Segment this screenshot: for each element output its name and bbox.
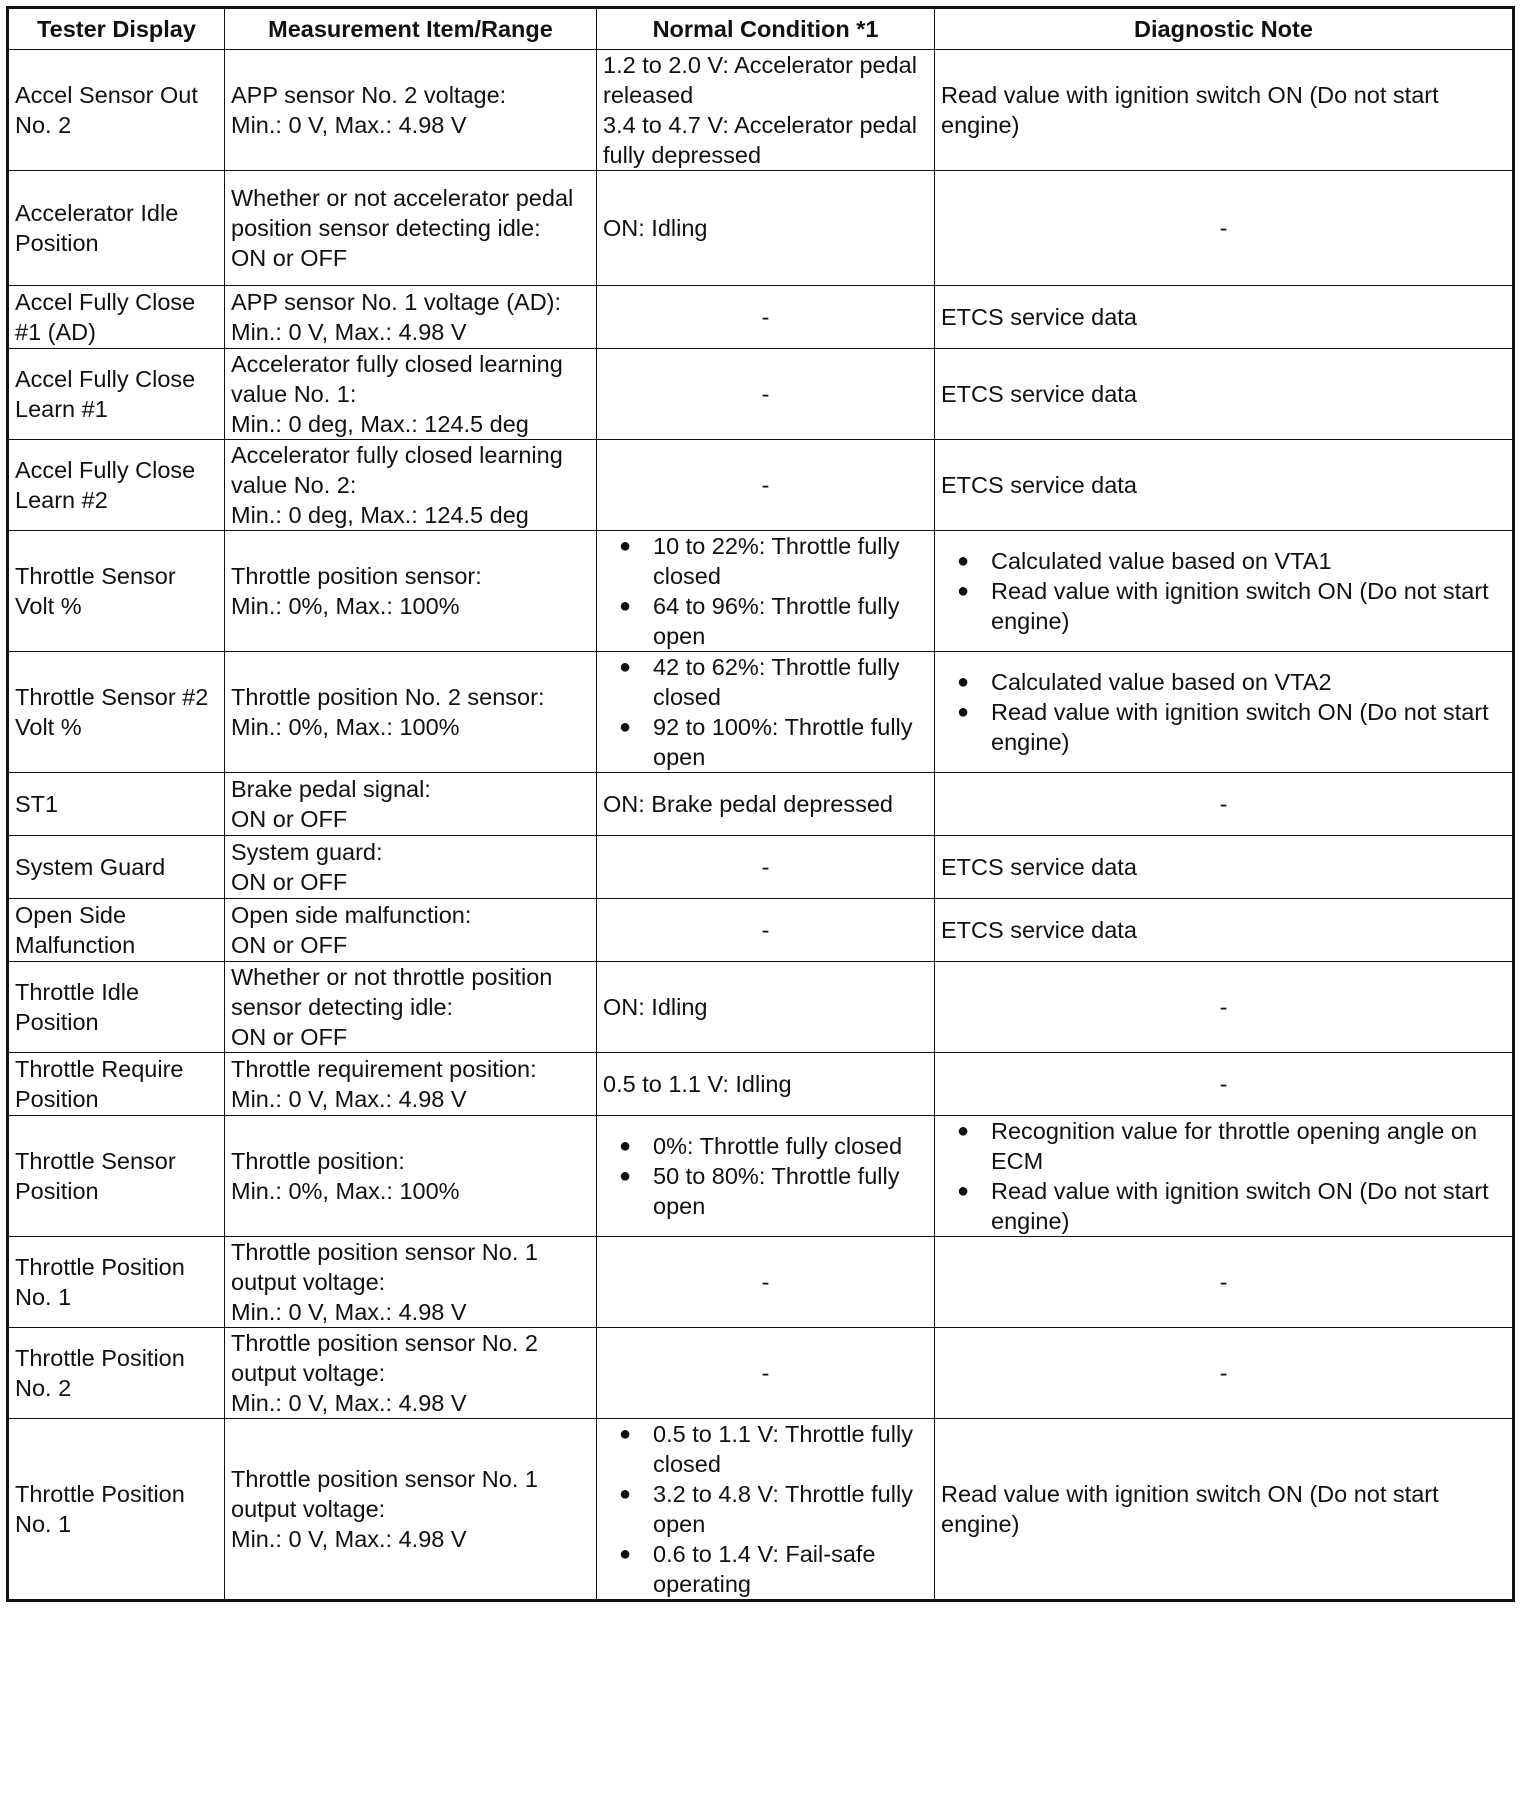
cell-text: System Guard <box>15 854 166 880</box>
table-row <box>8 836 1514 899</box>
cell-text: Read value with ignition switch ON (Do not start engine) <box>941 1481 1439 1537</box>
cell-text: Throttle Idle Position <box>15 979 140 1035</box>
cell-tester-display <box>8 773 225 836</box>
bullet-item: ● 0.5 to 1.1 V: Throttle fully closed <box>603 1419 928 1479</box>
cell-text: - <box>761 1360 770 1386</box>
cell-text: Throttle Sensor Position <box>15 1148 176 1204</box>
cell-normal-condition <box>597 1237 935 1328</box>
cell-tester-display <box>8 899 225 962</box>
data-list-table <box>6 6 1515 1602</box>
cell-text: Brake pedal signal: ON or OFF <box>231 776 431 832</box>
cell-measurement <box>225 773 597 836</box>
bullet-list <box>941 1116 1506 1236</box>
cell-diagnostic-note <box>935 440 1514 531</box>
cell-diagnostic-note <box>935 962 1514 1053</box>
cell-diagnostic-note <box>935 1419 1514 1601</box>
cell-text: Throttle Position No. 2 <box>15 1345 185 1401</box>
cell-measurement <box>225 1237 597 1328</box>
cell-diagnostic-note <box>935 1328 1514 1419</box>
table-row <box>8 1419 1514 1601</box>
cell-tester-display <box>8 1328 225 1419</box>
cell-text: Accelerator fully closed learning value No. 1: Min.: 0 deg, Max.: 124.5 deg <box>231 351 563 437</box>
bullet-list <box>603 1419 928 1599</box>
cell-tester-display <box>8 171 225 286</box>
cell-normal-condition <box>597 1116 935 1237</box>
bullet-item: ● 0%: Throttle fully closed <box>603 1131 928 1161</box>
bullet-item: ● 64 to 96%: Throttle fully open <box>603 591 928 651</box>
header-diagnostic-note: Diagnostic Note <box>935 8 1514 50</box>
cell-tester-display <box>8 50 225 171</box>
cell-text: Open Side Malfunction <box>15 902 136 958</box>
header-row <box>8 8 1514 50</box>
cell-text: Accel Fully Close #1 (AD) <box>15 289 196 345</box>
cell-text: 1.2 to 2.0 V: Accelerator pedal released 3.4 to 4.7 V: Accelerator pedal fully depressed <box>603 52 917 168</box>
cell-text: Accel Fully Close Learn #2 <box>15 457 196 513</box>
table-row <box>8 1237 1514 1328</box>
cell-text: Accel Fully Close Learn #1 <box>15 366 196 422</box>
bullet-list <box>603 652 928 772</box>
cell-tester-display <box>8 531 225 652</box>
table-row <box>8 652 1514 773</box>
cell-text: Accelerator Idle Position <box>15 200 179 256</box>
cell-measurement <box>225 531 597 652</box>
cell-text: - <box>1219 215 1228 241</box>
cell-measurement <box>225 349 597 440</box>
bullet-item: ● 92 to 100%: Throttle fully open <box>603 712 928 772</box>
cell-text: Accelerator fully closed learning value No. 2: Min.: 0 deg, Max.: 124.5 deg <box>231 442 563 528</box>
cell-tester-display <box>8 962 225 1053</box>
cell-tester-display <box>8 1419 225 1601</box>
cell-text: Throttle position sensor No. 1 output voltage: Min.: 0 V, Max.: 4.98 V <box>231 1466 538 1552</box>
cell-text: Throttle position sensor No. 2 output voltage: Min.: 0 V, Max.: 4.98 V <box>231 1330 538 1416</box>
bullet-item: ● Calculated value based on VTA2 <box>941 667 1506 697</box>
cell-text: 0.5 to 1.1 V: Idling <box>603 1071 792 1097</box>
cell-text: Throttle Require Position <box>15 1056 184 1112</box>
cell-diagnostic-note <box>935 1053 1514 1116</box>
cell-measurement <box>225 652 597 773</box>
cell-text: - <box>761 304 770 330</box>
cell-normal-condition <box>597 1328 935 1419</box>
header-tester-display: Tester Display <box>8 8 225 50</box>
cell-text: Throttle Sensor Volt % <box>15 563 176 619</box>
bullet-item: ● 3.2 to 4.8 V: Throttle fully open <box>603 1479 928 1539</box>
cell-measurement <box>225 50 597 171</box>
cell-text: - <box>761 381 770 407</box>
cell-text: - <box>1219 994 1228 1020</box>
cell-text: Throttle Sensor #2 Volt % <box>15 684 209 740</box>
cell-tester-display <box>8 1237 225 1328</box>
cell-text: Throttle Position No. 1 <box>15 1481 185 1537</box>
bullet-list <box>941 667 1506 757</box>
table-row <box>8 531 1514 652</box>
cell-normal-condition <box>597 652 935 773</box>
cell-text: - <box>761 1269 770 1295</box>
cell-text: - <box>1219 1360 1228 1386</box>
bullet-list <box>941 546 1506 636</box>
cell-measurement <box>225 1328 597 1419</box>
cell-diagnostic-note <box>935 50 1514 171</box>
cell-measurement <box>225 962 597 1053</box>
cell-text: - <box>761 917 770 943</box>
header-measurement-item: Measurement Item/Range <box>225 8 597 50</box>
cell-text: ETCS service data <box>941 917 1137 943</box>
cell-normal-condition <box>597 286 935 349</box>
cell-text: ETCS service data <box>941 304 1137 330</box>
cell-normal-condition <box>597 440 935 531</box>
cell-text: System guard: ON or OFF <box>231 839 383 895</box>
cell-text: - <box>1219 1269 1228 1295</box>
cell-text: - <box>761 472 770 498</box>
bullet-item: ● Recognition value for throttle opening angle on ECM <box>941 1116 1506 1176</box>
table-row <box>8 440 1514 531</box>
cell-normal-condition <box>597 349 935 440</box>
bullet-list <box>603 1131 928 1221</box>
cell-diagnostic-note <box>935 1116 1514 1237</box>
cell-measurement <box>225 1419 597 1601</box>
cell-text: ON: Idling <box>603 994 708 1020</box>
bullet-list <box>603 531 928 651</box>
cell-text: ETCS service data <box>941 381 1137 407</box>
cell-tester-display <box>8 652 225 773</box>
cell-normal-condition <box>597 171 935 286</box>
table-row <box>8 1328 1514 1419</box>
cell-tester-display <box>8 836 225 899</box>
cell-text: Throttle requirement position: Min.: 0 V, Max.: 4.98 V <box>231 1056 537 1112</box>
table-row <box>8 1116 1514 1237</box>
table-row <box>8 349 1514 440</box>
cell-text: - <box>761 854 770 880</box>
table-row <box>8 50 1514 171</box>
cell-normal-condition <box>597 50 935 171</box>
table-body <box>8 50 1514 1601</box>
cell-text: Throttle position sensor: Min.: 0%, Max.: 100% <box>231 563 482 619</box>
table-row <box>8 171 1514 286</box>
cell-diagnostic-note <box>935 349 1514 440</box>
table-row <box>8 899 1514 962</box>
cell-text: Read value with ignition switch ON (Do not start engine) <box>941 82 1439 138</box>
cell-normal-condition <box>597 899 935 962</box>
cell-text: Open side malfunction: ON or OFF <box>231 902 472 958</box>
cell-measurement <box>225 1053 597 1116</box>
cell-diagnostic-note <box>935 171 1514 286</box>
cell-measurement <box>225 836 597 899</box>
cell-text: - <box>1219 791 1228 817</box>
table-row <box>8 286 1514 349</box>
cell-text: APP sensor No. 1 voltage (AD): Min.: 0 V, Max.: 4.98 V <box>231 289 562 345</box>
cell-normal-condition <box>597 962 935 1053</box>
cell-text: APP sensor No. 2 voltage: Min.: 0 V, Max.: 4.98 V <box>231 82 507 138</box>
cell-diagnostic-note <box>935 773 1514 836</box>
cell-diagnostic-note <box>935 836 1514 899</box>
cell-diagnostic-note <box>935 899 1514 962</box>
cell-measurement <box>225 440 597 531</box>
cell-text: ETCS service data <box>941 854 1137 880</box>
cell-diagnostic-note <box>935 1237 1514 1328</box>
cell-normal-condition <box>597 1419 935 1601</box>
cell-text: Throttle Position No. 1 <box>15 1254 185 1310</box>
cell-text: ETCS service data <box>941 472 1137 498</box>
cell-measurement <box>225 286 597 349</box>
cell-text: Throttle position sensor No. 1 output voltage: Min.: 0 V, Max.: 4.98 V <box>231 1239 538 1325</box>
bullet-item: ● Read value with ignition switch ON (Do not start engine) <box>941 1176 1506 1236</box>
cell-diagnostic-note <box>935 531 1514 652</box>
table-row <box>8 1053 1514 1116</box>
cell-measurement <box>225 1116 597 1237</box>
cell-text: Whether or not accelerator pedal position sensor detecting idle: ON or OFF <box>231 185 574 271</box>
cell-measurement <box>225 171 597 286</box>
cell-text: ST1 <box>15 791 59 817</box>
cell-measurement <box>225 899 597 962</box>
cell-text: Throttle position: Min.: 0%, Max.: 100% <box>231 1148 460 1204</box>
cell-diagnostic-note <box>935 652 1514 773</box>
bullet-item: ● 10 to 22%: Throttle fully closed <box>603 531 928 591</box>
bullet-item: ● Read value with ignition switch ON (Do not start engine) <box>941 576 1506 636</box>
cell-normal-condition <box>597 773 935 836</box>
cell-normal-condition <box>597 531 935 652</box>
cell-text: - <box>1219 1071 1228 1097</box>
cell-text: Whether or not throttle position sensor detecting idle: ON or OFF <box>231 964 553 1050</box>
cell-tester-display <box>8 1053 225 1116</box>
bullet-item: ● Calculated value based on VTA1 <box>941 546 1506 576</box>
cell-tester-display <box>8 286 225 349</box>
cell-tester-display <box>8 349 225 440</box>
cell-tester-display <box>8 1116 225 1237</box>
cell-normal-condition <box>597 836 935 899</box>
bullet-item: ● 42 to 62%: Throttle fully closed <box>603 652 928 712</box>
cell-text: ON: Idling <box>603 215 708 241</box>
cell-text: ON: Brake pedal depressed <box>603 791 893 817</box>
bullet-item: ● 0.6 to 1.4 V: Fail-safe operating <box>603 1539 928 1599</box>
cell-diagnostic-note <box>935 286 1514 349</box>
data-list-sheet <box>6 6 1512 1602</box>
cell-normal-condition <box>597 1053 935 1116</box>
cell-text: Accel Sensor Out No. 2 <box>15 82 198 138</box>
bullet-item: ● Read value with ignition switch ON (Do not start engine) <box>941 697 1506 757</box>
cell-text: Throttle position No. 2 sensor: Min.: 0%, Max.: 100% <box>231 684 545 740</box>
table-row <box>8 773 1514 836</box>
header-normal-condition: Normal Condition *1 <box>597 8 935 50</box>
cell-tester-display <box>8 440 225 531</box>
table-row <box>8 962 1514 1053</box>
bullet-item: ● 50 to 80%: Throttle fully open <box>603 1161 928 1221</box>
